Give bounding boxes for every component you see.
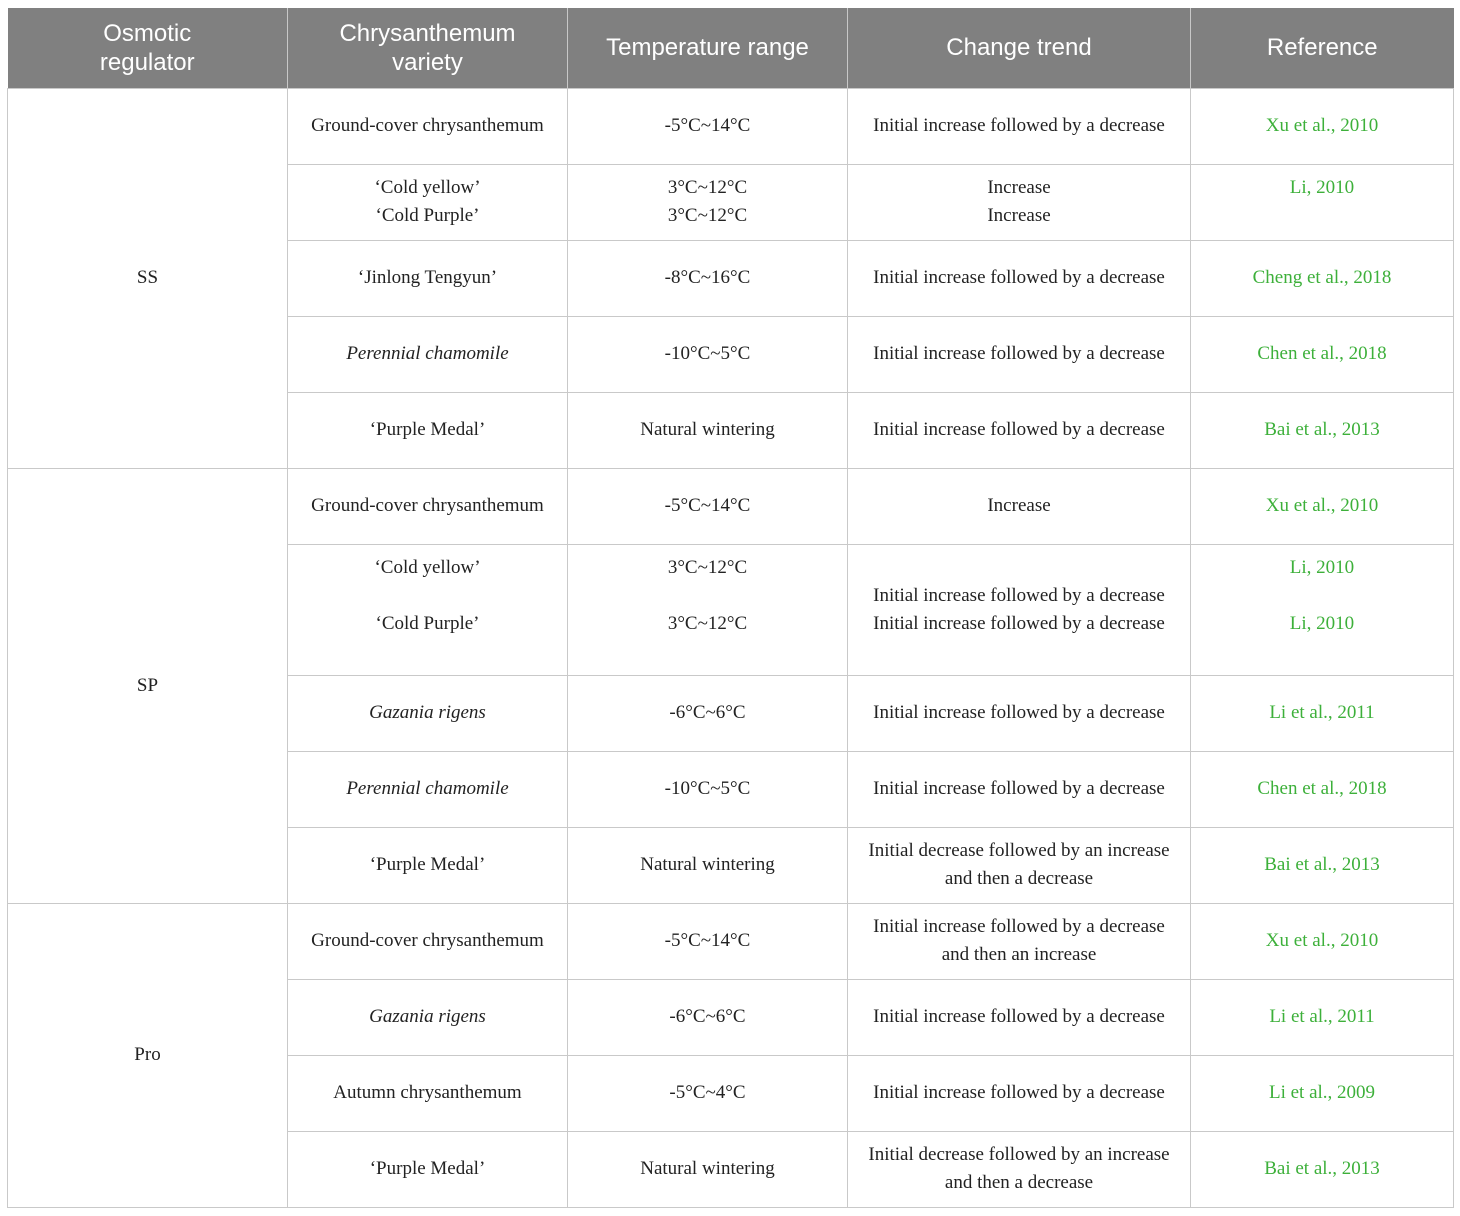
reference-link[interactable]: Li, 2010	[1289, 612, 1355, 634]
temperature-line: 3°C~12°C	[667, 205, 748, 226]
trend-cell: Increase	[848, 468, 1191, 544]
header-osmotic-regulator: Osmotic regulator	[8, 8, 288, 88]
temperature-line: 3°C~12°C	[667, 177, 748, 198]
temperature-cell: Natural wintering	[568, 1131, 848, 1207]
reference-cell	[1191, 164, 1454, 240]
reference-link[interactable]: Li, 2010	[1289, 177, 1355, 198]
trend-cell: Initial increase followed by a decrease and then an increase	[848, 903, 1191, 979]
reference-link[interactable]: Li et al., 2009	[1191, 1055, 1454, 1131]
trend-cell: Initial increase followed by a decrease	[848, 240, 1191, 316]
reference-link[interactable]: Li et al., 2011	[1191, 675, 1454, 751]
header-change-trend: Change trend	[848, 8, 1191, 88]
reference-link[interactable]: Bai et al., 2013	[1191, 392, 1454, 468]
temperature-cell: -5°C~4°C	[568, 1055, 848, 1131]
temperature-cell	[568, 164, 848, 240]
trend-cell: Initial increase followed by a decrease	[848, 1055, 1191, 1131]
group-label-pro: Pro	[8, 903, 288, 1207]
header-chrysanthemum-variety: Chrysanthemum variety	[288, 8, 568, 88]
spacer	[1203, 638, 1441, 666]
spacer	[300, 638, 555, 666]
header-row	[8, 8, 1454, 88]
temperature-cell: Natural wintering	[568, 827, 848, 903]
trend-line: Initial increase followed by a decrease	[873, 584, 1165, 606]
temperature-cell: -5°C~14°C	[568, 468, 848, 544]
variety-cell: Gazania rigens	[288, 979, 568, 1055]
variety-cell: Ground-cover chrysanthemum	[288, 468, 568, 544]
variety-cell: ‘Purple Medal’	[288, 1131, 568, 1207]
trend-line: Initial increase followed by a decrease	[873, 612, 1165, 634]
group-label-ss: SS	[8, 88, 288, 468]
spacer	[1203, 582, 1441, 610]
reference-link[interactable]: Li et al., 2011	[1191, 979, 1454, 1055]
trend-cell: Initial increase followed by a decrease	[848, 979, 1191, 1055]
trend-cell: Initial increase followed by a decrease	[848, 751, 1191, 827]
spacer	[300, 582, 555, 610]
table-row	[8, 903, 1454, 979]
variety-cell: Gazania rigens	[288, 675, 568, 751]
trend-cell: Initial decrease followed by an increase and then a decrease	[848, 827, 1191, 903]
trend-cell: Initial decrease followed by an increase and then a decrease	[848, 1131, 1191, 1207]
header-temperature-range: Temperature range	[568, 8, 848, 88]
reference-cell	[1191, 544, 1454, 675]
reference-link[interactable]: Xu et al., 2010	[1191, 903, 1454, 979]
reference-link[interactable]: Bai et al., 2013	[1191, 827, 1454, 903]
reference-link[interactable]: Chen et al., 2018	[1191, 751, 1454, 827]
reference-link[interactable]: Chen et al., 2018	[1191, 316, 1454, 392]
variety-cell: ‘Purple Medal’	[288, 827, 568, 903]
variety-line: ‘Cold yellow’	[374, 177, 481, 198]
variety-line: ‘Cold yellow’	[374, 556, 481, 578]
variety-cell: ‘Purple Medal’	[288, 392, 568, 468]
trend-cell: Initial increase followed by a decrease	[848, 316, 1191, 392]
temperature-cell: -10°C~5°C	[568, 316, 848, 392]
header-reference: Reference	[1191, 8, 1454, 88]
osmotic-regulator-table	[7, 8, 1454, 1208]
trend-cell: Initial increase followed by a decrease	[848, 88, 1191, 164]
reference-link[interactable]: Xu et al., 2010	[1191, 468, 1454, 544]
variety-line: ‘Cold Purple’	[375, 612, 480, 634]
group-label-sp: SP	[8, 468, 288, 903]
trend-cell: Initial increase followed by a decrease	[848, 392, 1191, 468]
variety-cell	[288, 164, 568, 240]
reference-link[interactable]: Bai et al., 2013	[1191, 1131, 1454, 1207]
temperature-cell: -10°C~5°C	[568, 751, 848, 827]
temperature-cell: -5°C~14°C	[568, 903, 848, 979]
temperature-cell: -6°C~6°C	[568, 979, 848, 1055]
temperature-cell	[568, 544, 848, 675]
reference-link[interactable]: Cheng et al., 2018	[1191, 240, 1454, 316]
variety-cell	[288, 544, 568, 675]
trend-cell	[848, 544, 1191, 675]
variety-cell: Ground-cover chrysanthemum	[288, 903, 568, 979]
temperature-line: 3°C~12°C	[667, 556, 748, 578]
variety-cell: ‘Jinlong Tengyun’	[288, 240, 568, 316]
temperature-line: 3°C~12°C	[667, 612, 748, 634]
temperature-cell: -6°C~6°C	[568, 675, 848, 751]
variety-cell: Perennial chamomile	[288, 751, 568, 827]
table-row	[8, 88, 1454, 164]
variety-cell: Perennial chamomile	[288, 316, 568, 392]
variety-cell: Autumn chrysanthemum	[288, 1055, 568, 1131]
trend-cell	[848, 164, 1191, 240]
spacer	[1203, 202, 1441, 230]
table-row	[8, 468, 1454, 544]
temperature-cell: Natural wintering	[568, 392, 848, 468]
variety-cell: Ground-cover chrysanthemum	[288, 88, 568, 164]
trend-line: Increase	[987, 177, 1051, 198]
temperature-cell: -8°C~16°C	[568, 240, 848, 316]
spacer	[580, 638, 835, 666]
trend-line: Increase	[987, 205, 1051, 226]
trend-cell: Initial increase followed by a decrease	[848, 675, 1191, 751]
reference-link[interactable]: Li, 2010	[1289, 556, 1355, 578]
spacer	[580, 582, 835, 610]
variety-line: ‘Cold Purple’	[375, 205, 480, 226]
reference-link[interactable]: Xu et al., 2010	[1191, 88, 1454, 164]
temperature-cell: -5°C~14°C	[568, 88, 848, 164]
